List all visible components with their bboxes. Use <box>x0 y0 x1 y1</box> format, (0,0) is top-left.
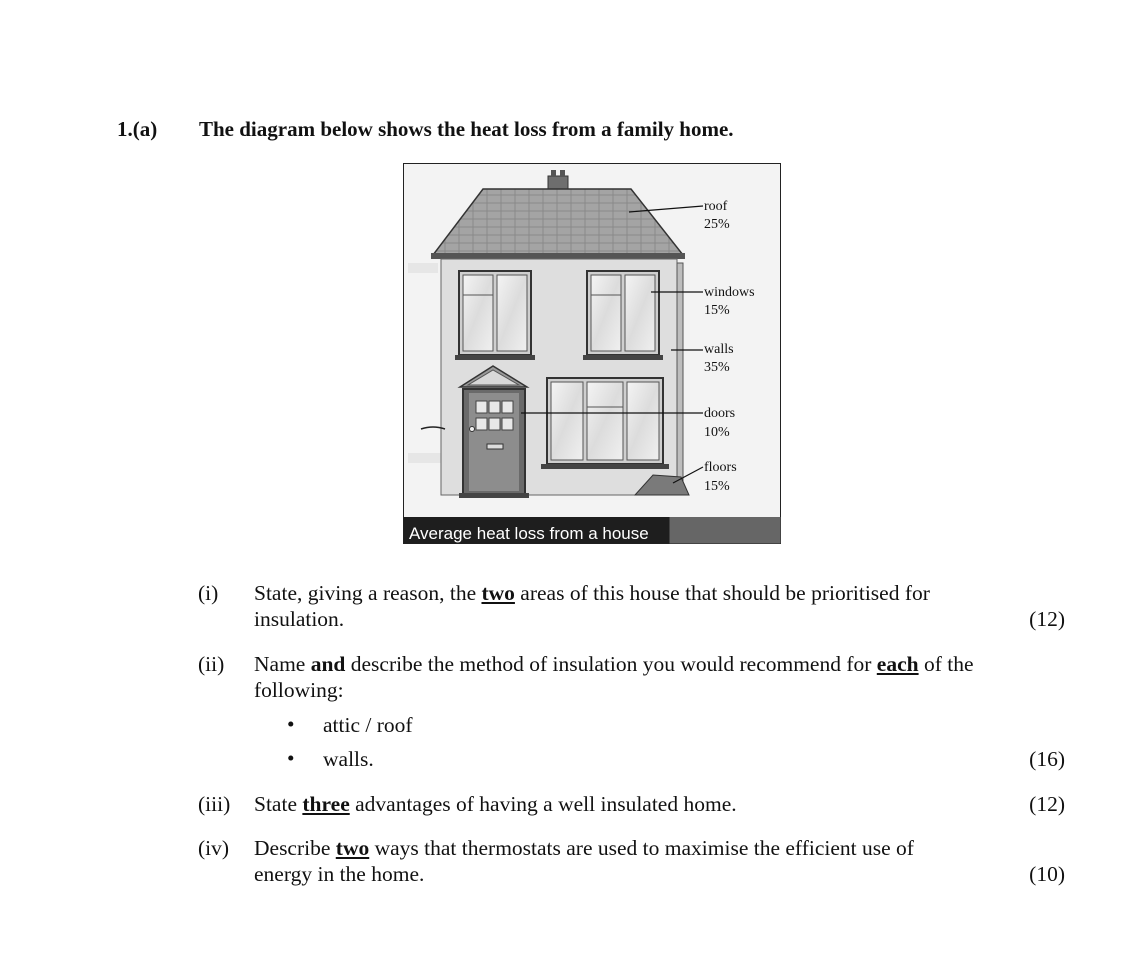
label-walls-name: walls <box>704 342 734 357</box>
label-roof-pct: 25% <box>704 217 730 232</box>
part-iv-line2: energy in the home. <box>254 862 425 886</box>
emphasis: three <box>302 792 350 816</box>
part-iv-marks: (10) <box>1029 862 1065 886</box>
label-doors-name: doors <box>704 406 736 421</box>
text: State <box>254 792 303 816</box>
bullet-item: walls. <box>323 747 374 771</box>
part-i-marks: (12) <box>1029 607 1065 631</box>
bullet-icon: • <box>287 712 295 736</box>
bullet-item: attic / roof <box>323 713 413 737</box>
emphasis: each <box>876 652 919 676</box>
question-intro: The diagram below shows the heat loss from a family home. <box>199 117 734 141</box>
part-i-line2: insulation. <box>254 607 345 631</box>
heat-loss-diagram <box>403 163 781 544</box>
part-i-number: (i) <box>198 581 219 605</box>
question-number: 1.(a) <box>117 117 158 141</box>
figure-caption: Average heat loss from a house <box>409 524 649 543</box>
text: ways that thermostats are used to maximise the efficient use of <box>369 836 914 860</box>
emphasis: two <box>481 581 515 605</box>
label-roof-name: roof <box>704 199 728 214</box>
label-walls-pct: 35% <box>704 360 730 375</box>
label-doors-pct: 10% <box>704 425 730 440</box>
text: describe the method of insulation you would recommend for <box>345 652 877 676</box>
label-floors-pct: 15% <box>704 479 730 494</box>
emphasis: two <box>335 836 370 860</box>
text: State, giving a reason, the <box>254 581 482 605</box>
part-ii-line2: following: <box>254 678 344 702</box>
text: of the <box>918 652 974 676</box>
part-iii-marks: (12) <box>1029 792 1065 816</box>
text: Describe <box>254 836 336 860</box>
label-windows-pct: 15% <box>704 303 730 318</box>
part-iv-line1 <box>254 835 914 861</box>
part-ii-marks: (16) <box>1029 747 1065 771</box>
label-floors-name: floors <box>704 460 737 475</box>
text: Name <box>254 652 311 676</box>
part-iii-line1 <box>254 791 737 817</box>
part-ii-line1 <box>254 651 974 677</box>
text: advantages of having a well insulated home. <box>349 792 737 816</box>
label-windows-name: windows <box>704 285 755 300</box>
text: areas of this house that should be prioritised for <box>514 581 930 605</box>
emphasis: and <box>310 652 346 676</box>
part-ii-number: (ii) <box>198 652 225 676</box>
house-illustration <box>403 163 781 544</box>
part-iv-number: (iv) <box>198 836 230 860</box>
part-i-line1 <box>254 580 930 606</box>
part-iii-number: (iii) <box>198 792 231 816</box>
bullet-icon: • <box>287 746 295 770</box>
